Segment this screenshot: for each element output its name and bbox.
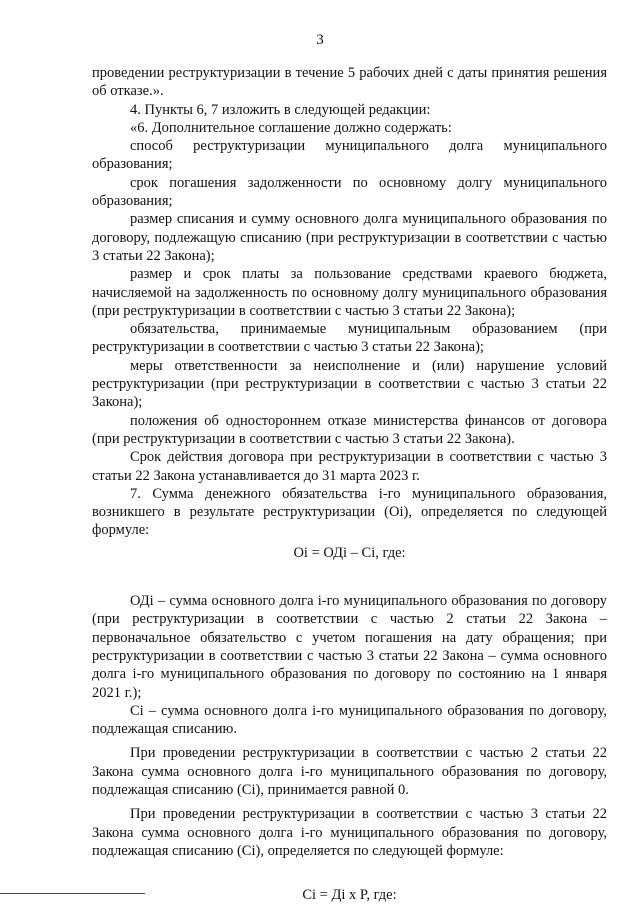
paragraph-definition-ci: Ci – сумма основного долга i-го муниципального образования по договору, подлежащая списанию. [92, 702, 607, 738]
paragraph-list-item: положения об одностороннем отказе министерства финансов от договора (при реструктуризации в соответствии с частью 3 статьи 22 Закона). [92, 412, 607, 447]
paragraph-list-item: размер списания и сумму основного долга муниципального образования по договору, подлежащую списанию (при реструктуризации в соответствии с частью 3 статьи 22 Закона); [92, 211, 607, 264]
paragraph-list-item: обязательства, принимаемые муниципальным образованием (при реструктуризации в соответствии с частью 3 статьи 22 Закона); [92, 321, 607, 356]
paragraph-part-3: При проведении реструктуризации в соответствии с частью 3 статьи 22 Закона сумма основного долга i-го муниципального образования по договору, подлежащая списанию (Ci), определяется по следующей формуле: [92, 806, 607, 859]
paragraph-point-6: «6. Дополнительное соглашение должно содержать: [130, 119, 452, 136]
paragraph-term: Срок действия договора при реструктуризации в соответствии с частью 3 статьи 22 Закона устанавливается до 31 марта 2023 г. [92, 449, 607, 484]
paragraph-point-7: 7. Сумма денежного обязательства i-го муниципального образования, возникшего в результате реструктуризации (Oi), определяется по следующей формуле: [92, 485, 607, 539]
formula-oi: Oi = ОДi – Ci, где: [293, 544, 406, 561]
paragraph-definition-odi: ОДi – сумма основного долга i-го муниципального образования по договору (при реструктуризации в соответствии с частью 2 статьи 22 Закона – первоначальное обязательство с учетом погашения на дату обращения; при реструктуризации в соответствии с частью 3 статьи 22 Закона – сумма основного долга i-го муниципального образования по договору по состоянию на 1 января 2021 г.); [92, 593, 607, 701]
paragraph-part-2: При проведении реструктуризации в соответствии с частью 2 статьи 22 Закона сумма основного долга i-го муниципального образования по договору, подлежащая списанию (Ci), принимается равной 0. [92, 745, 607, 798]
paragraph-item-4: 4. Пункты 6, 7 изложить в следующей редакции: [130, 101, 431, 118]
paragraph-list-item: размер и срок платы за пользование средствами краевого бюджета, начисляемой на задолженность по основному долгу муниципального образования (при реструктуризации в соответствии с частью 3 статьи 22 Закона); [92, 266, 607, 319]
document-body [92, 64, 607, 904]
page-number: 3 [316, 32, 324, 48]
paragraph-continuation: проведении реструктуризации в течение 5 рабочих дней с даты принятия решения об отказе.». [92, 65, 607, 100]
paragraph-list-item: меры ответственности за неисполнение и (или) нарушение условий реструктуризации (при реструктуризации в соответствии с частью 3 статьи 22 Закона); [92, 357, 607, 411]
paragraph-list-item: срок погашения задолженности по основному долгу муниципального образования; [92, 174, 607, 210]
footnote-divider [0, 893, 145, 894]
formula-ci: Ci = Дi x P, где: [302, 887, 397, 904]
paragraph-list-item: способ реструктуризации муниципального долга муниципального образования; [92, 138, 607, 173]
